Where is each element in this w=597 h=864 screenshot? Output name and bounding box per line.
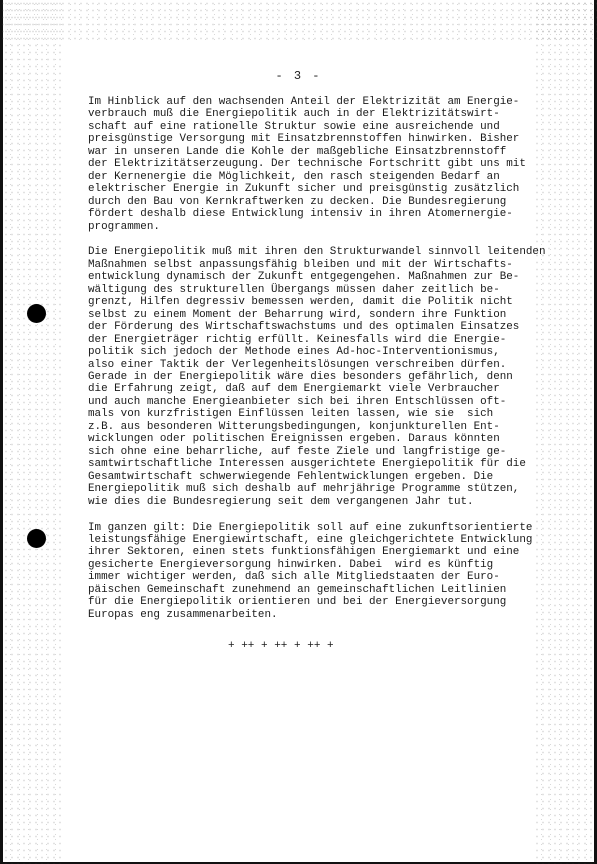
text-line: preisgünstige Versorgung mit Einsatzbrennstoffen hinwirken. Bisher — [88, 133, 520, 146]
text-line: mals von kurzfristigen Einflüssen leiten lassen, wie sie sich — [88, 408, 494, 421]
text-line: programmen. — [88, 220, 160, 233]
page-number: - 3 - — [275, 69, 322, 83]
paragraph — [88, 246, 582, 508]
text-line: ihrer Sektoren, einen stets funktionsfähigen Energiemarkt und eine — [88, 546, 520, 559]
text-line: päischen Gemeinschaft zunehmend an gemeinschaftlichen Leitlinien — [88, 583, 507, 596]
text-line: immer wichtiger werden, daß sich alle Mitgliedstaaten der Euro- — [88, 571, 500, 584]
text-line: für die Energiepolitik orientieren und bei der Energieversorgung — [88, 596, 507, 609]
text-line: Gerade in der Energiepolitik wäre dies besonders gefährlich, denn — [88, 371, 513, 384]
text-line: der Kernenergie die Möglichkeit, den rasch steigenden Bedarf an — [88, 170, 500, 183]
text-line: fördert deshalb diese Entwicklung intensiv in ihren Atomernergie- — [88, 208, 513, 221]
text-line: Gesamtwirtschaft schwerwiegende Fehlentwicklungen ergeben. Die — [88, 470, 494, 483]
text-line: Im ganzen gilt: Die Energiepolitik soll auf eine zukunftsorientierte — [88, 521, 533, 534]
text-line: grenzt, Hilfen degressiv bemessen werden, damit die Politik nicht — [88, 296, 513, 309]
text-line: war in unseren Lande die Kohle der maßgebliche Einsatzbrennstoff — [88, 145, 507, 158]
text-line: Die Energiepolitik muß mit ihren den Strukturwandel sinnvoll leitenden — [88, 246, 546, 259]
text-line: politik sich jedoch der Methode eines Ad-hoc-Interventionismus, — [88, 346, 500, 359]
document-body — [88, 96, 582, 635]
text-line: Europas eng zusammenarbeiten. — [88, 608, 278, 621]
text-line: gesicherte Energieversorgung hinwirken. Dabei wird es künftig — [88, 558, 494, 571]
end-marker: + ++ + ++ + ++ + — [228, 640, 334, 652]
paragraph — [88, 522, 582, 622]
text-line: wältigung des strukturellen Übergangs müssen daher zeitlich be- — [88, 283, 500, 296]
punch-hole-lower — [27, 529, 46, 548]
text-line: wicklungen oder politischen Ereignissen ergeben. Daraus könnten — [88, 433, 500, 446]
text-line: leistungsfähige Energiewirtschaft, eine gleichgerichtete Entwicklung — [88, 533, 533, 546]
text-line: z.B. aus besonderen Witterungsbedingungen, konjunkturellen Ent- — [88, 420, 500, 433]
text-line: entwicklung dynamisch der Zukunft entgegengehen. Maßnahmen zur Be- — [88, 271, 520, 284]
text-line: schaft auf eine rationelle Struktur sowie eine ausreichende und — [88, 120, 500, 133]
text-line: elektrischer Energie in Zukunft sicher und preisgünstig zusätzlich — [88, 183, 520, 196]
text-line: wie dies die Bundesregierung seit dem vergangenen Jahr tut. — [88, 495, 474, 508]
text-line: sich ohne eine beharrliche, auf feste Ziele und langfristige ge- — [88, 445, 507, 458]
text-line: Im Hinblick auf den wachsenden Anteil der Elektrizität am Energie- — [88, 96, 520, 108]
punch-hole-upper — [27, 304, 46, 323]
text-line: Maßnahmen selbst anpassungsfähig bleiben und mit der Wirtschafts- — [88, 258, 513, 271]
text-line: und auch manche Energieanbieter sich bei ihren Entschlüssen oft- — [88, 395, 507, 408]
text-line: der Förderung des Wirtschaftswachstums und des optimalen Einsatzes — [88, 321, 520, 334]
text-line: also einer Taktik der Verlegenheitslösungen verschreiben dürfen. — [88, 358, 507, 371]
text-line: der Energieträger richtig erfüllt. Keinesfalls wird die Energie- — [88, 333, 507, 346]
text-line: die Erfahrung zeigt, daß auf dem Energiemarkt viele Verbraucher — [88, 383, 500, 396]
text-line: verbrauch muß die Energiepolitik auch in der Elektrizitätswirt- — [88, 108, 500, 121]
text-line: Energiepolitik muß sich deshalb auf mehrjährige Programme stützen, — [88, 483, 520, 496]
text-line: der Elektrizitätserzeugung. Der technische Fortschritt gibt uns mit — [88, 158, 526, 171]
text-line: selbst zu einem Moment der Beharrung wird, sondern ihre Funktion — [88, 308, 507, 321]
text-line: durch den Bau von Kernkraftwerken zu decken. Die Bundesregierung — [88, 195, 507, 208]
text-line: samtwirtschaftliche Interessen ausgerichtete Energiepolitik für die — [88, 458, 526, 471]
paragraph — [88, 96, 582, 233]
